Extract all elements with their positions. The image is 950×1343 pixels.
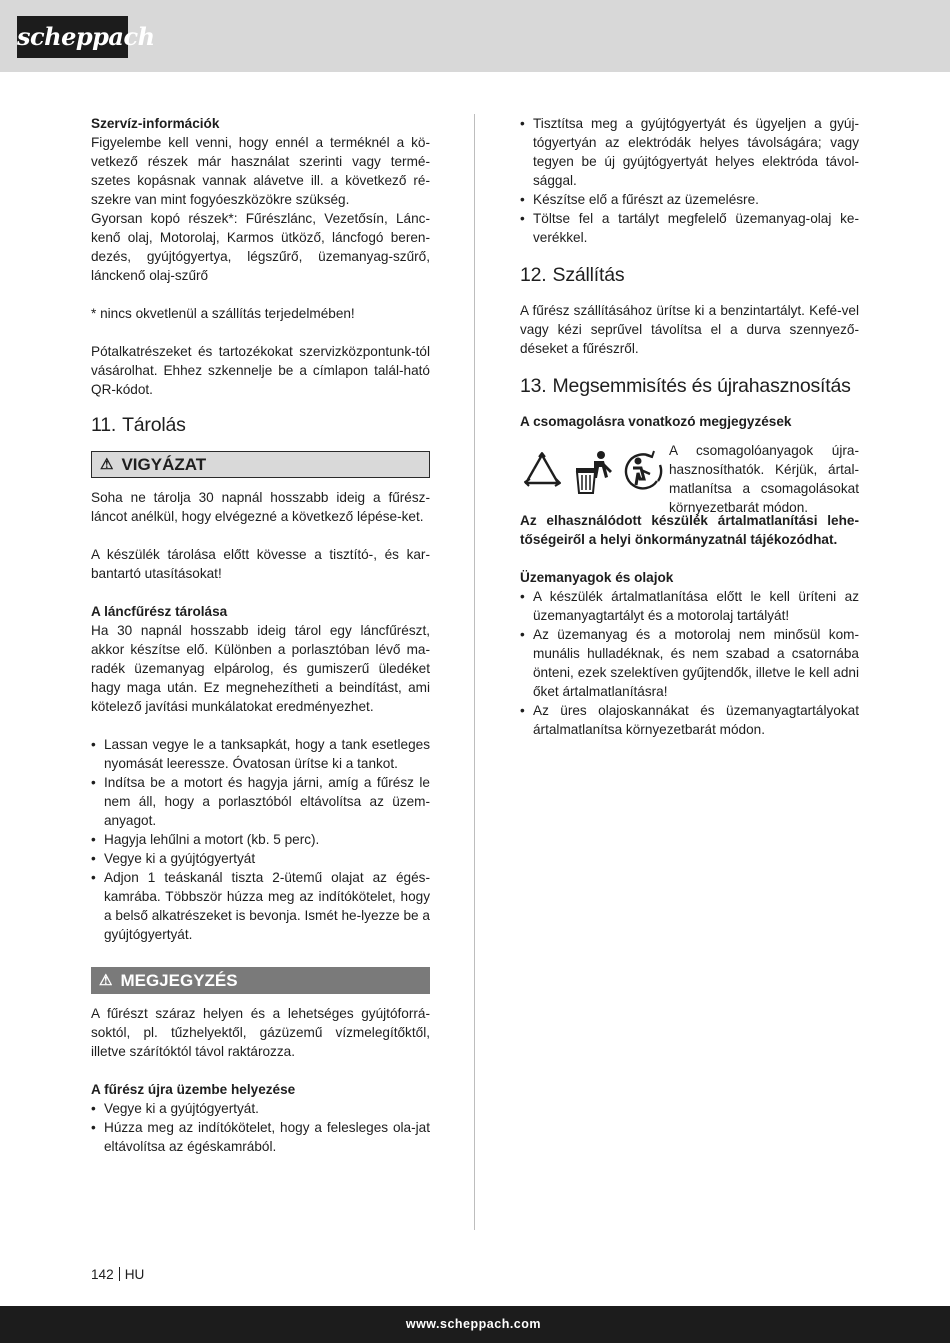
list-item: • Töltse fel a tartályt megfelelő üzemanyag-olaj ke-verékkel. — [520, 209, 859, 247]
disposal-note: Az elhasználódott készülék ártalmatlanítási lehe-tőségeiről a helyi önkormányzatnál tájékozódhat. — [520, 513, 859, 547]
section-11-number: 11. — [91, 414, 117, 436]
left-column — [91, 114, 430, 1156]
note-box — [91, 967, 430, 994]
person-recycling-icon — [626, 451, 661, 488]
list-item: • Vegye ki a gyújtógyertyát — [91, 849, 430, 868]
right-column — [520, 114, 859, 739]
list-item: • Az üres olajoskannákat és üzemanyagtartályokat ártalmatlanítsa környezetbarát módon. — [520, 701, 859, 739]
page-footer — [91, 1265, 144, 1284]
fuel-list — [520, 587, 859, 739]
list-item: • Vegye ki a gyújtógyertyát. — [91, 1099, 430, 1118]
warning-text: Soha ne tárolja 30 napnál hosszabb ideig a fűrész-láncot anélkül, hogy elvégezné a következő lépése-ket. — [91, 490, 430, 524]
warning-label: VIGYÁZAT — [121, 455, 207, 474]
list-item: • Hagyja lehűlni a motort (kb. 5 perc). — [91, 830, 430, 849]
section-11-heading — [91, 413, 430, 437]
fuel-title: Üzemanyagok és olajok — [520, 570, 674, 585]
recycling-icons — [520, 441, 669, 501]
page-number: 142 — [91, 1267, 114, 1282]
language-code: HU — [124, 1267, 145, 1282]
warning-triangle-icon: ⚠ — [99, 972, 113, 989]
storage-title: A láncfűrész tárolása — [91, 604, 228, 619]
service-paragraph-3: Pótalkatrészeket és tartozékokat szervizközpontunk-tól vásárolhat. Ehhez szkennelje be a címlapon talál-ható QR-kódot. — [91, 344, 430, 397]
packaging-title: A csomagolásra vonatkozó megjegyzések — [520, 414, 792, 429]
header-bar — [0, 0, 950, 72]
section-13-number: 13. — [520, 375, 547, 397]
column-divider — [474, 114, 475, 1230]
list-item: • Az üzemanyag és a motorolaj nem minősül kom-munális hulladéknak, és nem szabad a csatornába önteni, ezek szelektíven gyűjtendők, illetve le kell adni őket ártalmatlanításra! — [520, 625, 859, 701]
restart-title: A fűrész újra üzembe helyezése — [91, 1082, 296, 1097]
section-11-title: Tárolás — [122, 414, 186, 436]
list-item: • Indítsa be a motort és hagyja járni, amíg a fűrész le nem áll, hogy a porlasztóból eltávolítsa az üzem-anyagot. — [91, 773, 430, 830]
brand-logo: scheppach — [17, 16, 128, 58]
section-12-number: 12. — [520, 264, 547, 286]
bottom-bar — [0, 1306, 950, 1343]
note-label: MEGJEGYZÉS — [120, 971, 238, 990]
section-12-title: Szállítás — [552, 264, 625, 286]
service-paragraph-1: Figyelembe kell venni, hogy ennél a terméknél a kö-vetkező részek már használat szerinti vagy termé-szetes kopásnak vannak alávetve ill. a következő ré-szekre van mint fogyóeszközökre szükség. — [91, 135, 430, 207]
list-item: • A készülék ártalmatlanítása előtt le kell üríteni az üzemanyagtartályt és a motorolaj tartályát! — [520, 587, 859, 625]
storage-list — [91, 735, 430, 944]
note-text: A fűrészt száraz helyen és a lehetséges gyújtóforrá-soktól, pl. tűzhelyektől, gázüzemű vízmelegítőktől, illetve szárítóktól távol raktározza. — [91, 1006, 430, 1059]
recycle-icon — [525, 453, 560, 486]
list-item: • Lassan vegye le a tanksapkát, hogy a tank esetleges nyomását leeressze. Óvatosan ürítse ki a tankot. — [91, 735, 430, 773]
cleaning-text: A készülék tárolása előtt kövesse a tisztító-, és kar-bantartó utasításokat! — [91, 547, 430, 581]
section-12-heading — [520, 263, 859, 287]
list-item: • Adjon 1 teáskanál tiszta 2-ütemű olajat az égés-kamrába. Többször húzza meg az indítókötelet, hogy a belső alkatrészeket is bevonja. Ismét he-lyezze be a gyújtógyertyát. — [91, 868, 430, 944]
recycling-row — [520, 441, 859, 517]
transport-text: A fűrész szállításához ürítse ki a benzintartályt. Kefé-vel vagy kézi seprűvel távolítsa el a durva szennyező-déseket a fűrészről. — [520, 303, 859, 356]
service-title: Szervíz-információk — [91, 116, 220, 131]
service-paragraph-2: Gyorsan kopó részek*: Fűrészlánc, Vezetősín, Lánc-kenő olaj, Motorolaj, Karmos ütköző, láncfogó beren-dezés, gyújtógyertya, légszűrő, üzemanyag-szűrő, lánckenő olaj-szűrő — [91, 211, 430, 283]
trash-bin-person-icon — [576, 451, 612, 493]
list-item: • Húzza meg az indítókötelet, hogy a felesleges ola-jat eltávolítsa az égéskamrából. — [91, 1118, 430, 1156]
section-13-title: Megsemmisítés és újrahasznosítás — [552, 375, 851, 397]
footer-separator — [119, 1267, 120, 1281]
section-13-heading — [520, 374, 859, 398]
spark-plug-list — [520, 114, 859, 247]
service-note: * nincs okvetlenül a szállítás terjedelmében! — [91, 306, 355, 321]
storage-text: Ha 30 napnál hosszabb ideig tárol egy láncfűrészt, akkor készítse elő. Különben a porlasztóban lévő ma-radék üzemanyag elpárolog, és gumiszerű üledéket hagy maga után. Ez megnehezítheti a beindítást, ami kötelező javítási munkálatokat eredményezhet. — [91, 623, 430, 714]
list-item: • Tisztítsa meg a gyújtógyertyát és ügyeljen a gyúj-tógyertyán az elektródák helyes távolságára; vagy tegyen be új gyújtógyertyát helyes elektróda távol-sággal. — [520, 114, 859, 190]
list-item: • Készítse elő a fűrészt az üzemelésre. — [520, 190, 859, 209]
restart-list — [91, 1099, 430, 1156]
warning-box — [91, 451, 430, 478]
packaging-text: A csomagolóanyagok újra-hasznosíthatók. Kérjük, ártal-matlanítsa a csomagolásokat környezetbarát módon. — [669, 443, 859, 515]
recycle-icons-svg — [520, 441, 669, 501]
warning-triangle-icon: ⚠ — [100, 456, 114, 473]
website-link[interactable]: www.scheppach.com — [405, 1317, 541, 1331]
